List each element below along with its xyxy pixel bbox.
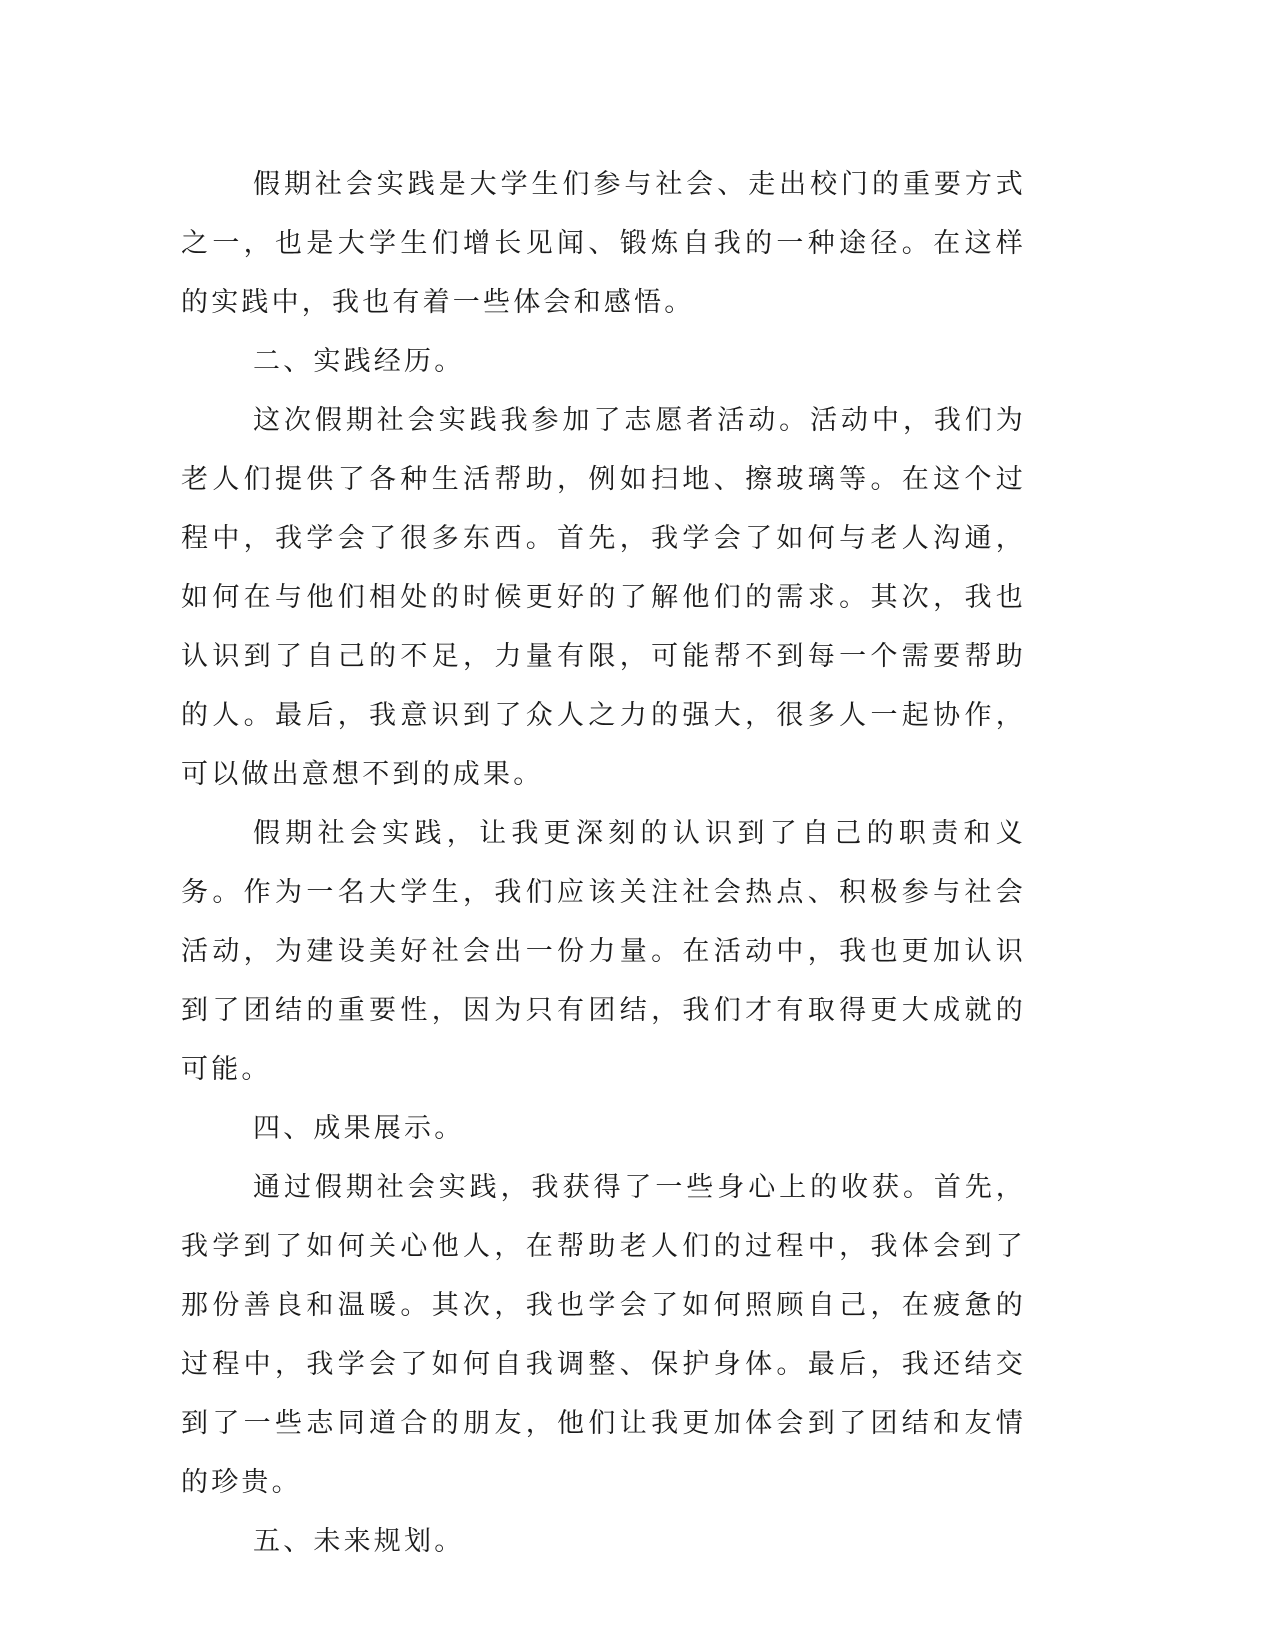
paragraph-gains: 通过假期社会实践，我获得了一些身心上的收获。首先，我学到了如何关心他人，在帮助老人们的过程中，我体会到了那份善良和温暖。其次，我也学会了如何照顾自己，在疲惫的过程中，我学会了如何自我调整、保护身体。最后，我还结交到了一些志同道合的朋友，他们让我更加体会到了团结和友情的珍贵。 [181,1172,1026,1498]
paragraph-intro: 假期社会实践是大学生们参与社会、走出校门的重要方式之一，也是大学生们增长见闻、锻炼自我的一种途径。在这样的实践中，我也有着一些体会和感悟。 [181,169,1026,318]
paragraph-responsibility: 假期社会实践，让我更深刻的认识到了自己的职责和义务。作为一名大学生，我们应该关注社会热点、积极参与社会活动，为建设美好社会出一份力量。在活动中，我也更加认识到了团结的重要性，因为只有团结，我们才有取得更大成就的可能。 [181,818,1026,1085]
paragraph-volunteer-activity: 这次假期社会实践我参加了志愿者活动。活动中，我们为老人们提供了各种生活帮助，例如扫地、擦玻璃等。在这个过程中，我学会了很多东西。首先，我学会了如何与老人沟通，如何在与他们相处的时候更好的了解他们的需求。其次，我也认识到了自己的不足，力量有限，可能帮不到每一个需要帮助的人。最后，我意识到了众人之力的强大，很多人一起协作，可以做出意想不到的成果。 [181,405,1026,790]
section-heading-results: 四、成果展示。 [253,1113,465,1144]
section-heading-practice-experience: 二、实践经历。 [253,346,465,377]
document-body [181,155,1026,1571]
section-heading-future-plan: 五、未来规划。 [253,1526,465,1557]
